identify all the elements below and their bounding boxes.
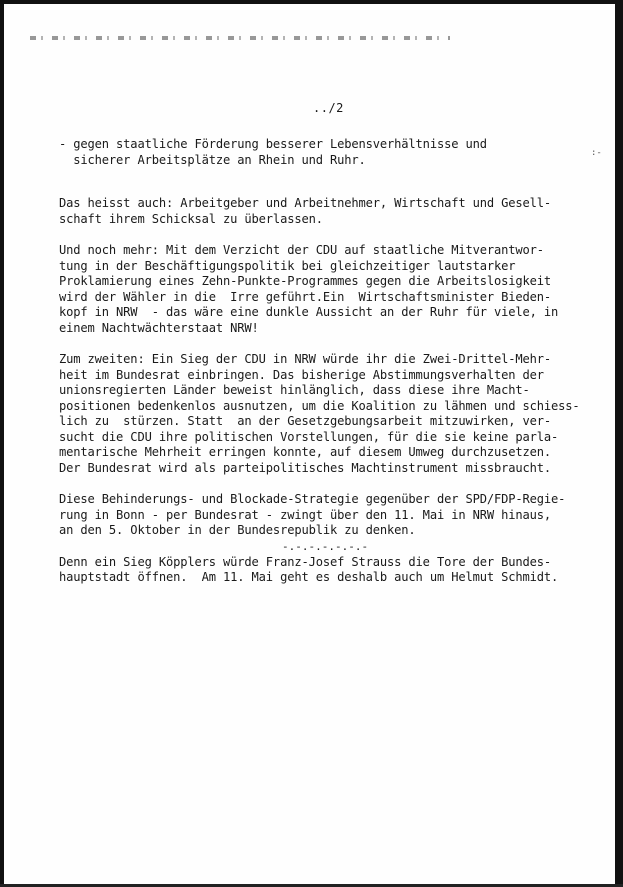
text-line: kopf in NRW - das wäre eine dunkle Aussicht an der Ruhr für viele, in	[59, 305, 559, 319]
paragraph	[59, 243, 604, 336]
text-line: hauptstadt öffnen. Am 11. Mai geht es deshalb auch um Helmut Schmidt.	[59, 570, 559, 584]
scan-noise-strip	[30, 36, 450, 40]
paragraph	[59, 492, 604, 539]
text-line: Zum zweiten: Ein Sieg der CDU in NRW würde ihr die Zwei-Drittel-Mehr-	[59, 352, 552, 366]
text-line: wird der Wähler in die Irre geführt.Ein Wirtschaftsminister Bieden-	[59, 289, 552, 304]
margin-mark: :-	[591, 148, 602, 158]
text-line: Das heisst auch: Arbeitgeber und Arbeitnehmer, Wirtschaft und Gesell-	[59, 196, 552, 210]
text-line: sicherer Arbeitsplätze an Rhein und Ruhr.	[59, 152, 366, 167]
scan-border-left	[0, 0, 4, 887]
text-line: positionen bedenkenlos ausnutzen, um die Koalition zu lähmen und schiess-	[59, 398, 580, 413]
text-line: schaft ihrem Schicksal zu überlassen.	[59, 211, 323, 226]
text-line: Diese Behinderungs- und Blockade-Strategie gegenüber der SPD/FDP-Regie-	[59, 492, 566, 506]
page-number-marker: ../2	[313, 101, 344, 115]
paragraph	[59, 555, 604, 586]
text-line: unionsregierten Länder beweist hinlänglich, dass diese ihre Macht-	[59, 383, 530, 397]
text-line: Denn ein Sieg Köpplers würde Franz-Josef Strauss die Tore der Bundes-	[59, 554, 552, 569]
closing-separator: -.-.-.-.-.-.-	[282, 540, 369, 553]
text-line: mentarische Mehrheit erringen konnte, auf diesem Umweg durchzusetzen.	[59, 445, 552, 459]
scan-border-right	[615, 0, 623, 887]
scan-border-top	[0, 0, 623, 4]
text-line: heit im Bundesrat einbringen. Das bisherige Abstimmungsverhalten der	[59, 367, 544, 382]
text-line: Und noch mehr: Mit dem Verzicht der CDU auf staatliche Mitverantwor-	[59, 243, 544, 257]
text-line: - gegen staatliche Förderung besserer Lebensverhältnisse und	[59, 137, 487, 151]
text-line: Der Bundesrat wird als parteipolitisches Machtinstrument missbraucht.	[59, 460, 552, 475]
paragraph	[59, 137, 604, 168]
text-line: tung in der Beschäftigungspolitik bei gleichzeitiger lautstarker	[59, 258, 516, 273]
document-body	[59, 137, 604, 586]
text-line: rung in Bonn - per Bundesrat - zwingt über den 11. Mai in NRW hinaus,	[59, 507, 552, 522]
text-line: lich zu stürzen. Statt an der Gesetzgebungsarbeit mitzuwirken, ver-	[59, 414, 552, 428]
text-line: sucht die CDU ihre politischen Vorstellungen, für die sie keine parla-	[59, 429, 559, 444]
text-line: an den 5. Oktober in der Bundesrepublik zu denken.	[59, 523, 416, 537]
paragraph	[59, 196, 604, 227]
text-line: Proklamierung eines Zehn-Punkte-Programmes gegen die Arbeitslosigkeit	[59, 274, 552, 288]
paragraph	[59, 352, 604, 476]
text-line: einem Nachtwächterstaat NRW!	[59, 320, 259, 335]
